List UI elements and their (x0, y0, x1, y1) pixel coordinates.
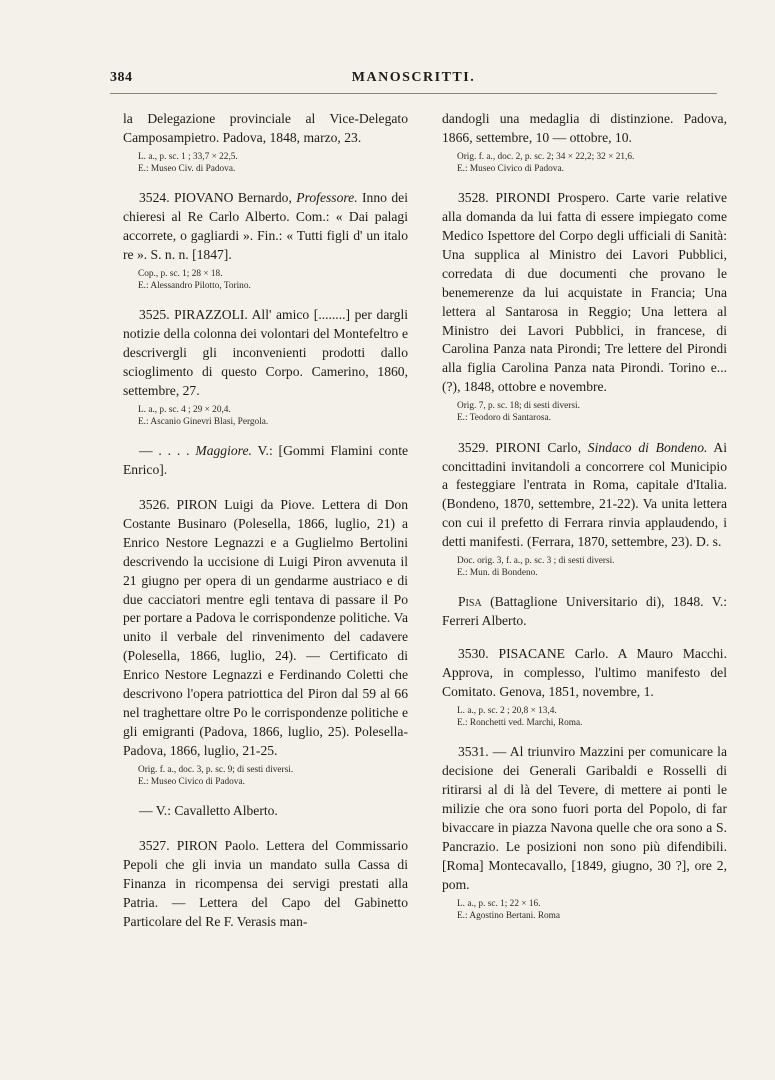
entry-3527 (123, 837, 408, 932)
right-column (442, 110, 727, 936)
entry-text: dandogli una medaglia di distinzione. Padova, 1866, settembre, 10 — ottobre, 10. (442, 111, 727, 145)
entry-3524 (123, 189, 408, 292)
entry-body (123, 306, 408, 401)
entry-place: Pisa (458, 594, 482, 610)
entry-note-description: L. a., p. sc. 4 ; 29 × 20,4. (138, 404, 231, 415)
entry-3530 (442, 645, 727, 729)
entry-note-owner: E.: Museo Civico di Padova. (457, 164, 564, 175)
entry-title: Maggiore. (195, 443, 252, 459)
entry-text: — Al triunviro Mazzini per comunicare la decisione dei Generali Garibaldi e Rosselli di ritirarsi al di là del Tevere, di mettere ai ponti le milizie che ora sono fuori porta del Popolo, di far bivaccare in piazza Navona quelle che ora sono a S. Pancrazio. Le posizioni non sono più difendibili. [Roma] Montecavallo, [1849, giugno, 30 ?], ore 2, pom. (442, 744, 727, 892)
entry-text: PIRAZZOLI. All' amico [........] per dargli notizie della colonna dei volontari del Montefeltro e descrivergli gli inconvenienti prodotti dallo scioglimento di questo Corpo. Camerino, 1860, settembre, 27. (123, 307, 408, 398)
entry-note-description: Orig. 7, p. sc. 18; di sesti diversi. (457, 401, 580, 412)
entry-text: PIRON Luigi da Piove. Lettera di Don Costante Businaro (Polesella, 1866, luglio, 21) a Enrico Nestore Legnazzi e a Guglielmo Bertolini descrivendo la uccisione di Luigi Piron avvenuta il 21 giugno per opera di un gendarme austriaco e di due cacciatori mentre egli tentava di passare il Po per portare a Padova le corrispondenze politiche. Va unito il verbale del rinvenimento del cadavere (Polesella, 1866, luglio, 24). — Certificato di Enrico Nestore Legnazzi e Ferdinando Coletti che descrivono l'opera patriottica del Piron dal 59 al 66 nel traghettare oltre Po le corrispondenze politiche e gli emigranti (Padova, 1866, luglio, 25). Polesella-Padova, 1866, luglio, 21-25. (123, 497, 408, 758)
entry-body (442, 439, 727, 552)
entry-body (123, 442, 408, 480)
entry-number: 3531. (458, 744, 489, 760)
left-column (123, 110, 408, 946)
entry-text: (Battaglione Universitario di), 1848. V.: Ferreri Alberto. (442, 594, 727, 629)
entry-name: PIOVANO Bernardo, (174, 190, 292, 206)
entry-body (442, 645, 727, 702)
entry-cross-reference (123, 802, 408, 821)
entry-note-description: L. a., p. sc. 2 ; 20,8 × 13,4. (457, 705, 557, 716)
entry-3529 (442, 439, 727, 580)
entry-text: — V.: Cavalletto Alberto. (139, 803, 278, 819)
entry-number: 3524. (139, 190, 170, 206)
entry-text: V.: [Gommi Flamini conte Enrico]. (123, 443, 409, 478)
entry-note-owner: E.: Museo Civico di Padova. (138, 776, 245, 787)
entry-number: 3528. (458, 190, 489, 206)
entry-body (442, 743, 727, 894)
page-header (110, 70, 717, 90)
entry-note-description: L. a., p. sc. 1 ; 33,7 × 22,5. (138, 151, 238, 162)
entry-text: Inno dei chieresi al Re Carlo Alberto. Com.: « Dai palagi accorrete, o gagliardi ». Fin.: « Tutti figli d' un italo re ». S. n. n. [1847]. (123, 190, 408, 262)
entry-number: 3527. (139, 838, 170, 853)
running-title: MANOSCRITTI. (351, 70, 476, 85)
entry-3531 (442, 743, 727, 922)
entry-pisa (442, 593, 727, 631)
entry-text: PISACANE Carlo. A Mauro Macchi. Approva, in complesso, l'ultimo manifesto del Comitato. Genova, 1851, novembre, 1. (442, 646, 727, 700)
entry-text: la Delegazione provinciale al Vice-Delegato Camposampietro. Padova, 1848, marzo, 23. (123, 111, 408, 145)
entry-note-owner: E.: Museo Civ. di Padova. (138, 164, 236, 175)
entry-continuation (442, 110, 727, 175)
entry-body (442, 593, 727, 631)
entry-note-description: Cop., p. sc. 1; 28 × 18. (138, 268, 223, 279)
entry-note-owner: E.: Agostino Bertani. Roma (457, 910, 561, 921)
entry-note-owner: E.: Ronchetti ved. Marchi, Roma. (457, 718, 583, 729)
entry-body (123, 189, 408, 265)
entry-3526 (123, 496, 408, 788)
entry-maggiore (123, 442, 408, 480)
entry-number: 3525. (139, 307, 170, 323)
entry-continuation (123, 110, 408, 175)
entry-body (123, 837, 408, 932)
header-rule (110, 93, 717, 94)
entry-note-description: Orig. f. a., doc. 3, p. sc. 9; di sesti diversi. (138, 764, 294, 775)
entry-title: Sindaco di Bondeno. (587, 439, 708, 455)
entry-note-description: Doc. orig. 3, f. a., p. sc. 3 ; di sesti diversi. (457, 556, 615, 567)
entry-body (442, 189, 727, 397)
entry-number: 3526. (139, 497, 170, 512)
entry-body (123, 496, 408, 761)
entry-number: 3529. (458, 439, 489, 455)
entry-3525 (123, 306, 408, 428)
entry-note-owner: E.: Teodoro di Santarosa. (457, 413, 551, 424)
entry-note-owner: E.: Ascanio Ginevri Blasi, Pergola. (138, 416, 269, 427)
page-number: 384 (110, 70, 133, 85)
entry-text: PIRONDI Prospero. Carte varie relative alla domanda da lui fatta di essere impiegato come Medico Ispettore del Corpo degli ufficiali di Sanità: Una supplica al Ministro dei Lavori Pubblici, corredata di due documenti che provano le benemerenze da lui acquistate in Francia; Una lettera al Santarosa in Reggio; Una lettera al Ministro dei Lavori Pubblici, in francese, di Carolina Panza nata Pirondi; Tre lettere del Pirondi alla figlia Carolina Panza nata Pirondi. Torino e... (?), 1848, ottobre e novembre. (442, 190, 727, 395)
entry-note-description: Orig. f. a., doc. 2, p. sc. 2; 34 × 22,2; 32 × 21,6. (457, 151, 635, 162)
entry-3528 (442, 189, 727, 424)
entry-name: PIRONI Carlo, (495, 439, 582, 455)
entry-note-description: L. a., p. sc. 1; 22 × 16. (457, 898, 541, 909)
entry-note-owner: E.: Mun. di Bondeno. (457, 568, 538, 579)
entry-text: PIRON Paolo. Lettera del Commissario Pepoli che gli invia un mandato sulla Cassa di Finanza in ricompensa dei servigi prestati alla Patria. — Lettera del Capo del Gabinetto Particolare del Re F. Verasis man- (123, 838, 408, 929)
entry-note-owner: E.: Alessandro Pilotto, Torino. (138, 281, 251, 292)
entry-dash: — . . . . (139, 443, 190, 459)
entry-title: Professore. (296, 190, 358, 206)
entry-text: Ai concittadini invitandoli a concorrere col Municipio a festeggiare l'entrata in Roma, capitale d'Italia. (Bondeno, 1870, settembre, 21-22). Va unita lettera con cui il prefetto di Ferrara rinvia applaudendo, i detti manifesti. (Ferrara, 1870, settembre, 23). D. s. (442, 439, 727, 550)
entry-number: 3530. (458, 646, 489, 662)
